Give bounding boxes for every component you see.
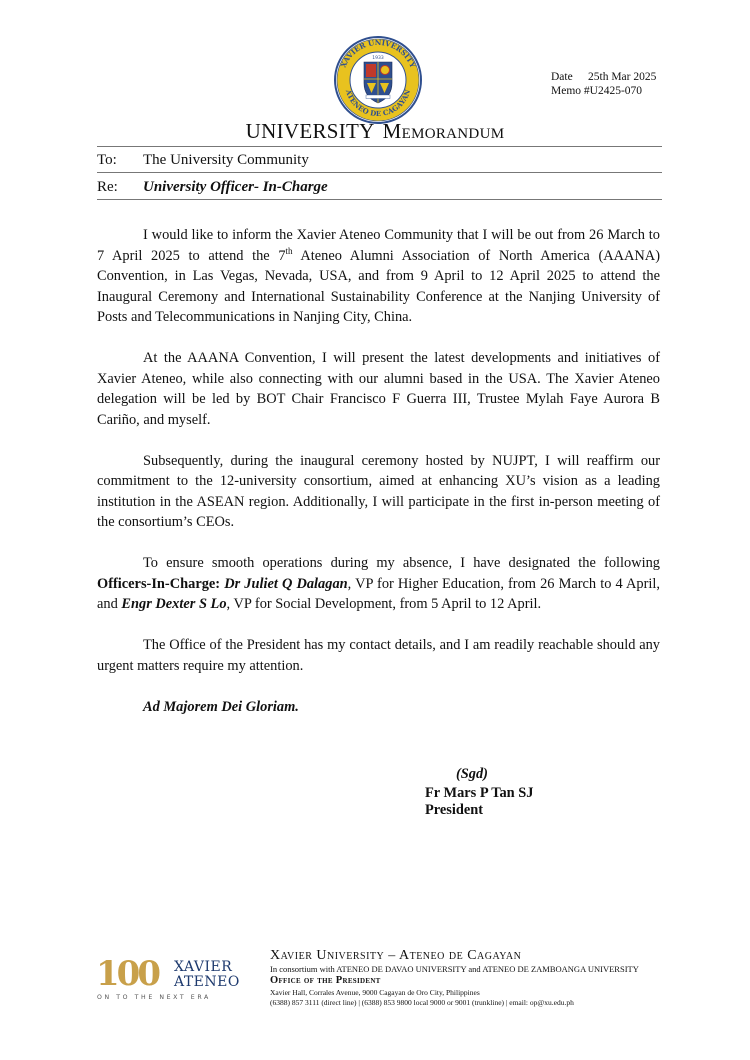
paragraph-3: Subsequently, during the inaugural ceremony hosted by NUJPT, I will reaffirm our commitment to the 12-university consortium, aimed at enhancing XU’s vision as a leading institution in the ASEAN region. Additionally, I will participate in the first in-person meeting of the consortium’s CEOs.	[97, 452, 660, 530]
paragraph-2: At the AAANA Convention, I will present the latest developments and initiatives of Xavier Ateneo, while also connecting with our alumni based in the USA. The Xavier Ateneo delegation will be led by BOT Chair Francisco F Guerra III, Trustee Mylah Faye Aurora B Cariño, and myself.	[97, 350, 660, 428]
subject-line	[97, 178, 328, 196]
footer-consortium: In consortium with ATENEO DE DAVAO UNIVERSITY and ATENEO DE ZAMBOANGA UNIVERSITY	[270, 964, 639, 974]
signatory-title: President	[425, 802, 484, 818]
paragraph-5: The Office of the President has my contact details, and I am readily reachable should any urgent matters require my attention.	[97, 637, 660, 674]
memo-number: Memo #U2425-070	[551, 85, 643, 97]
logo-ateneo: ATENEO	[174, 974, 240, 990]
memo-body	[97, 225, 660, 738]
closing-line: Ad Majorem Dei Gloriam.	[143, 698, 299, 715]
logo-xavier: XAVIER	[174, 959, 233, 975]
paragraph-1: I would like to inform the Xavier Ateneo Community that I will be out from 26 March to 7 April 2025 to attend the 7th Ateneo Alumni Association of North America (AAANA) Convention, in Las Vegas, Nevada, USA, and from 9 April to 12 April 2025 to attend the Inaugural Ceremony and International Sustainability Conference at the Nanjing University of Posts and Telecommunications in Nanjing City, China.	[97, 227, 660, 325]
centennial-logo	[96, 955, 248, 1003]
logo-number: 100	[96, 955, 158, 994]
re-value: University Officer- In-Charge	[143, 179, 328, 195]
signed-mark: (Sgd)	[456, 766, 488, 782]
title-university: UNIVERSITY	[245, 119, 375, 143]
seal-ring-bottom: ATENEO DE CAGAYAN	[343, 88, 413, 119]
to-label: To:	[97, 152, 117, 168]
re-label: Re:	[97, 179, 118, 195]
footer-contact: (6388) 857 3111 (direct line) | (6388) 853 9800 local 9000 or 9001 (trunkline) | email: op@xu.edu.ph	[270, 998, 574, 1007]
title-memorandum: Memorandum	[382, 119, 505, 143]
footer-office: Office of the President	[270, 975, 381, 986]
university-seal	[333, 35, 423, 125]
divider	[97, 172, 662, 173]
to-value: The University Community	[143, 152, 309, 168]
footer-university: Xavier University – Ateneo de Cagayan	[270, 948, 522, 963]
date-label: Date	[551, 71, 573, 83]
page-title	[0, 119, 750, 144]
divider	[97, 146, 662, 147]
seal-ring-top: XAVIER UNIVERSITY	[338, 37, 418, 69]
to-line	[97, 151, 309, 169]
logo-tagline: ON TO THE NEXT ERA	[97, 994, 211, 1001]
paragraph-4: To ensure smooth operations during my absence, I have designated the following Officers-In-Charge: Dr Juliet Q Dalagan, VP for Higher Education, from 26 March to 4 April, and Engr Dexter S Lo, VP for Social Development, from 5 April to 12 April.	[97, 555, 660, 612]
footer-address: Xavier Hall, Corrales Avenue, 9000 Cagayan de Oro City, Philippines	[270, 988, 480, 997]
memo-date	[551, 70, 656, 84]
divider	[97, 199, 662, 200]
seal-year: 1933	[372, 56, 384, 61]
signatory-name: Fr Mars P Tan SJ	[425, 785, 534, 801]
date-value: 25th Mar 2025	[588, 71, 657, 83]
